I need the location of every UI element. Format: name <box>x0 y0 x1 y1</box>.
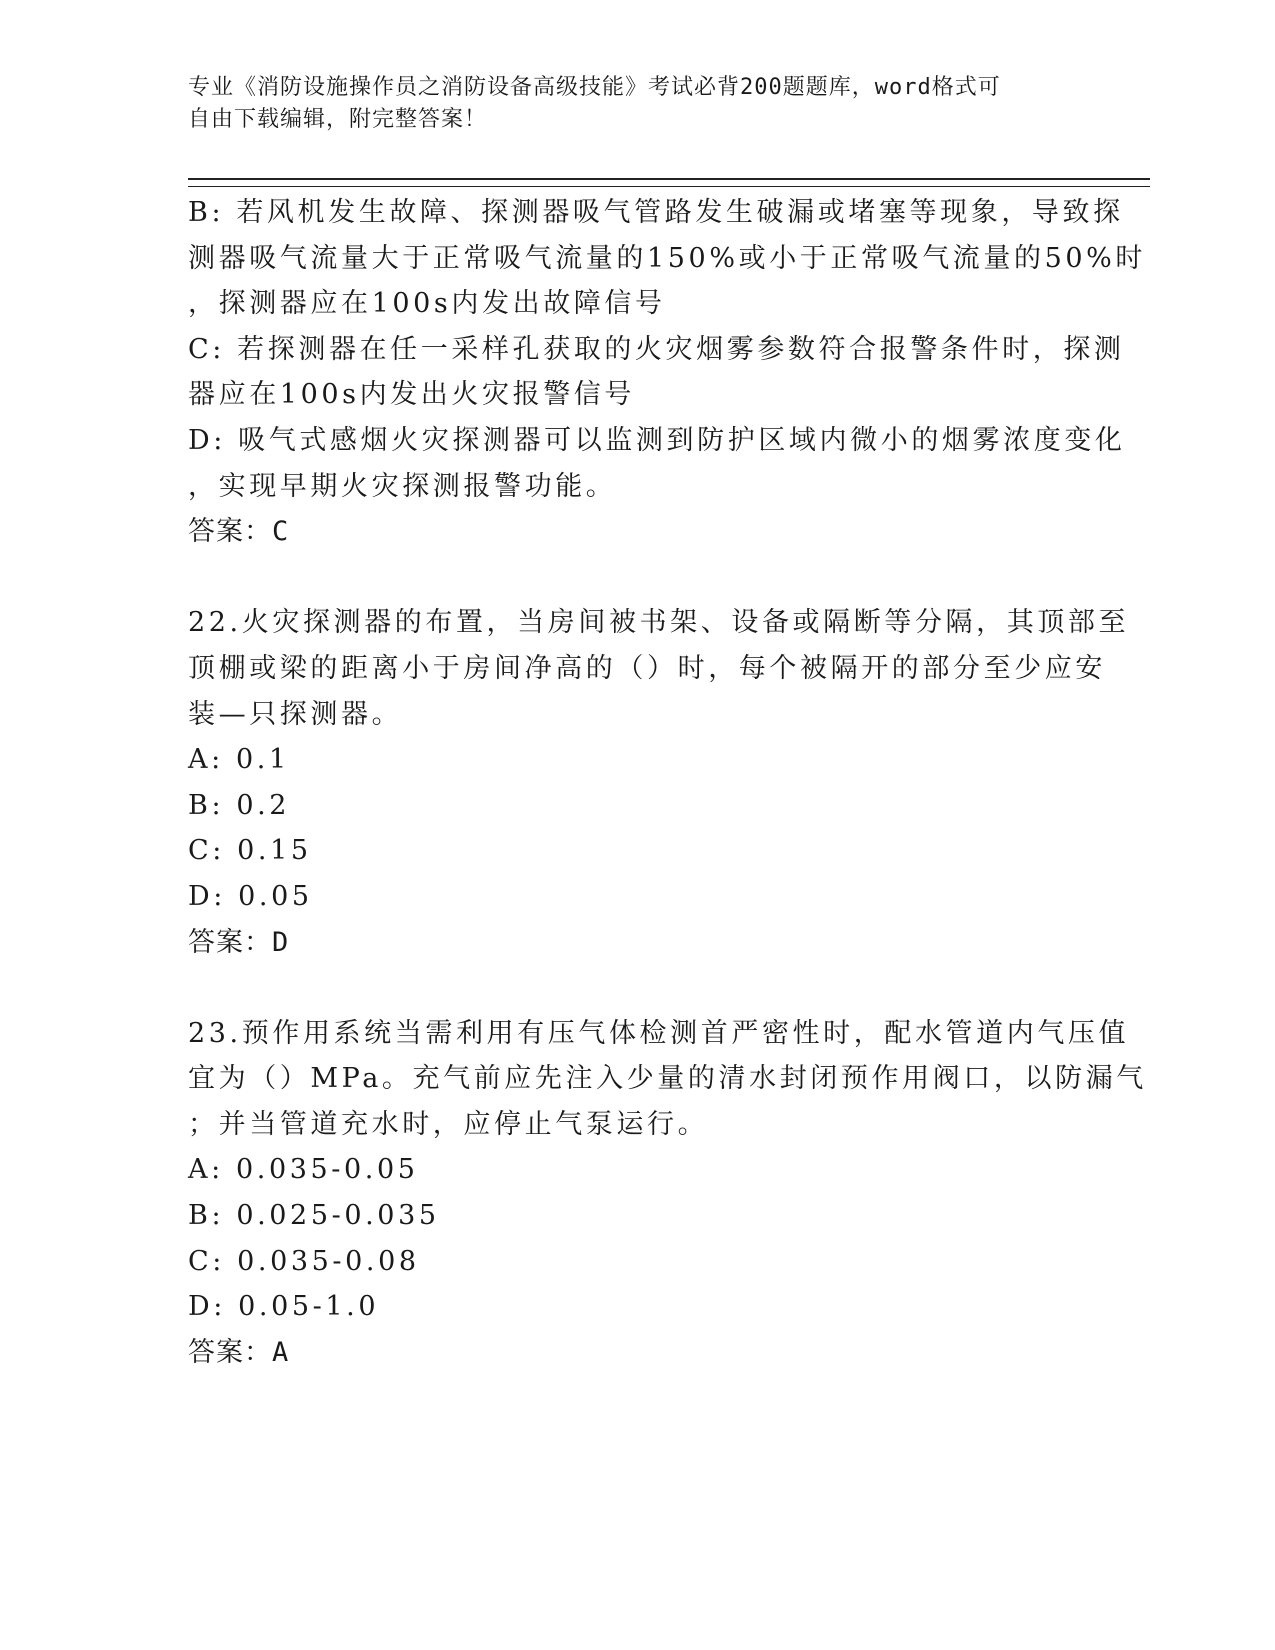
option-c: C: 0.15 <box>188 835 312 867</box>
option-b: B: 0.025-0.035 <box>188 1200 440 1232</box>
question-stem-line: 装—只探测器。 <box>188 698 403 730</box>
option-d: D: 0.05 <box>188 880 313 912</box>
question-22 <box>188 600 1130 965</box>
option-d-line: ，实现早期火灾探测报警功能。 <box>188 470 617 502</box>
document-body <box>188 190 1147 1375</box>
question-stem-line: 宜为（）MPa。充气前应先注入少量的清水封闭预作用阀口，以防漏气 <box>188 1063 1147 1095</box>
answer-label: 答案：D <box>188 926 290 958</box>
question-stem-line: 23.预作用系统当需利用有压气体检测首严密性时，配水管道内气压值 <box>188 1017 1130 1049</box>
option-c-line: 器应在100s内发出火灾报警信号 <box>188 379 635 411</box>
previous-question <box>188 190 1147 555</box>
question-23 <box>188 1011 1147 1376</box>
option-d-line: D: 吸气式感烟火灾探测器可以监测到防护区域内微小的烟雾浓度变化 <box>188 424 1126 456</box>
header-line-1: 专业《消防设施操作员之消防设备高级技能》考试必背200题题库，word格式可 <box>188 75 1001 100</box>
option-a: A: 0.035-0.05 <box>188 1154 419 1186</box>
spacer <box>188 555 1088 601</box>
option-b-line: 测器吸气流量大于正常吸气流量的150%或小于正常吸气流量的50%时 <box>188 242 1147 274</box>
question-stem-line: 顶棚或梁的距离小于房间净高的（）时，每个被隔开的部分至少应安 <box>188 652 1106 684</box>
option-c: C: 0.035-0.08 <box>188 1245 420 1277</box>
answer-label: 答案：A <box>188 1336 290 1368</box>
option-b-line: B: 若风机发生故障、探测器吸气管路发生破漏或堵塞等现象，导致探 <box>188 197 1124 228</box>
option-d: D: 0.05-1.0 <box>188 1291 380 1323</box>
answer-label: 答案：C <box>188 516 290 548</box>
option-a: A: 0.1 <box>188 744 290 776</box>
option-b: B: 0.2 <box>188 789 291 821</box>
spacer <box>188 965 1088 1011</box>
question-stem-line: 22.火灾探测器的布置，当房间被书架、设备或隔断等分隔，其顶部至 <box>188 607 1130 639</box>
question-stem-line: ；并当管道充水时，应停止气泵运行。 <box>188 1108 709 1140</box>
option-b-line: ，探测器应在100s内发出故障信号 <box>188 288 666 320</box>
document-header <box>188 72 1068 136</box>
header-line-2: 自由下载编辑，附完整答案！ <box>188 107 488 132</box>
option-c-line: C: 若探测器在任一采样孔获取的火灾烟雾参数符合报警条件时，探测 <box>188 333 1125 365</box>
header-divider <box>188 178 1150 187</box>
